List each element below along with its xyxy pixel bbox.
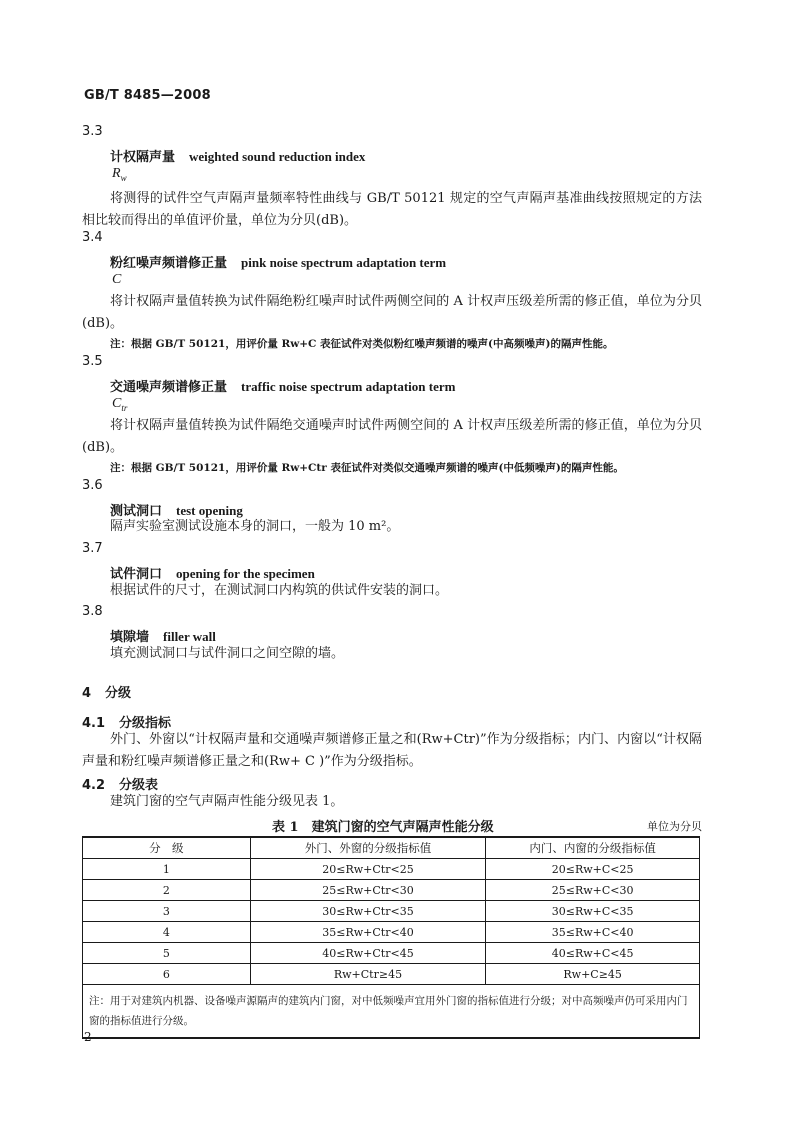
- interior-value-cell: 40≤Rw+C<45: [486, 943, 700, 964]
- subsection-text: 建筑门窗的空气声隔声性能分级见表 1。: [110, 794, 344, 809]
- interior-value-cell: 25≤Rw+C<30: [486, 880, 700, 901]
- table-caption: 表 1 建筑门窗的空气声隔声性能分级: [272, 820, 494, 835]
- table-row: [83, 901, 700, 922]
- table-row: [83, 922, 700, 943]
- clause-number: 3.5: [82, 354, 103, 369]
- subsection-heading: 4.1 分级指标: [82, 716, 172, 731]
- interior-value-cell: Rw+C≥45: [486, 964, 700, 985]
- term-definition: 将计权隔声量值转换为试件隔绝交通噪声时试件两侧空间的 A 计权声压级差所需的修正值，单位为分贝(dB)。: [82, 418, 702, 455]
- grade-cell: 4: [83, 922, 251, 943]
- term-note: 注：根据 GB/T 50121，用评价量 Rw+Ctr 表征试件对类似交通噪声频谱的噪声(中低频噪声)的隔声性能。: [110, 462, 624, 474]
- term-zh: 测试洞口: [110, 504, 163, 519]
- table-row: [83, 859, 700, 880]
- term-symbol: $C_{tr}$: [112, 396, 128, 413]
- exterior-value-cell: 35≤Rw+Ctr<40: [250, 922, 486, 943]
- grading-table: [82, 836, 700, 1039]
- clause-number: 3.4: [82, 230, 103, 245]
- term-en: pink noise spectrum adaptation term: [241, 255, 447, 270]
- table-note: 注：用于对建筑内机器、设备噪声源隔声的建筑内门窗，对中低频噪声宜用外门窗的指标值进行分级；对中高频噪声仍可采用内门窗的指标值进行分级。: [83, 985, 700, 1039]
- subsection-text: 外门、外窗以“计权隔声量和交通噪声频谱修正量之和(Rw+Ctr)”作为分级指标；内门、内窗以“计权隔声量和粉红噪声频谱修正量之和(Rw+ C )”作为分级指标。: [82, 732, 702, 769]
- exterior-value-cell: 40≤Rw+Ctr<45: [250, 943, 486, 964]
- term-definition: 隔声实验室测试设施本身的洞口，一般为 10 m²。: [110, 519, 400, 534]
- term-en: weighted sound reduction index: [189, 149, 366, 164]
- table-unit: 单位为分贝: [647, 820, 702, 833]
- clause-number: 3.3: [82, 124, 103, 139]
- term-heading: [110, 146, 365, 165]
- table-row: [83, 880, 700, 901]
- exterior-value-cell: 30≤Rw+Ctr<35: [250, 901, 486, 922]
- term-definition: 根据试件的尺寸，在测试洞口内构筑的供试件安装的洞口。: [110, 583, 449, 598]
- table-note-row: [83, 985, 700, 1039]
- page-number: 2: [84, 1030, 92, 1044]
- section-heading: 4 分级: [82, 686, 132, 701]
- term-zh: 交通噪声频谱修正量: [110, 380, 228, 395]
- interior-value-cell: 30≤Rw+C<35: [486, 901, 700, 922]
- table-row: [83, 943, 700, 964]
- clause-number: 3.6: [82, 478, 103, 493]
- exterior-value-cell: 20≤Rw+Ctr<25: [250, 859, 486, 880]
- term-symbol: $R_w$: [112, 166, 127, 183]
- term-zh: 填隙墙: [110, 630, 150, 645]
- interior-value-cell: 35≤Rw+C<40: [486, 922, 700, 943]
- grade-cell: 6: [83, 964, 251, 985]
- grade-cell: 2: [83, 880, 251, 901]
- header-grade: 分 级: [83, 837, 251, 859]
- interior-value-cell: 20≤Rw+C<25: [486, 859, 700, 880]
- term-heading: [110, 376, 455, 395]
- term-symbol: C: [112, 272, 122, 287]
- grade-cell: 5: [83, 943, 251, 964]
- term-zh: 计权隔声量: [110, 150, 176, 165]
- term-definition: 填充测试洞口与试件洞口之间空隙的墙。: [110, 646, 345, 661]
- clause-number: 3.7: [82, 541, 103, 556]
- table-header-row: [83, 837, 700, 859]
- term-definition: 将测得的试件空气声隔声量频率特性曲线与 GB/T 50121 规定的空气声隔声基准曲线按照规定的方法相比较而得出的单值评价量，单位为分贝(dB)。: [82, 191, 702, 228]
- term-note: 注：根据 GB/T 50121，用评价量 Rw+C 表征试件对类似粉红噪声频谱的噪声(中高频噪声)的隔声性能。: [110, 338, 614, 350]
- term-zh: 试件洞口: [110, 567, 163, 582]
- term-en: traffic noise spectrum adaptation term: [241, 379, 456, 394]
- subsection-heading: 4.2 分级表: [82, 778, 159, 793]
- exterior-value-cell: 25≤Rw+Ctr<30: [250, 880, 486, 901]
- table-row: [83, 964, 700, 985]
- term-definition: 将计权隔声量值转换为试件隔绝粉红噪声时试件两侧空间的 A 计权声压级差所需的修正值，单位为分贝(dB)。: [82, 294, 702, 331]
- grade-cell: 1: [83, 859, 251, 880]
- term-zh: 粉红噪声频谱修正量: [110, 256, 228, 271]
- term-en: test opening: [176, 503, 243, 518]
- term-en: filler wall: [163, 629, 216, 644]
- header-exterior: 外门、外窗的分级指标值: [250, 837, 486, 859]
- term-en: opening for the specimen: [176, 566, 315, 581]
- header-interior: 内门、内窗的分级指标值: [486, 837, 700, 859]
- document-header: GB/T 8485—2008: [84, 88, 211, 103]
- exterior-value-cell: Rw+Ctr≥45: [250, 964, 486, 985]
- grade-cell: 3: [83, 901, 251, 922]
- term-heading: [110, 252, 446, 271]
- clause-number: 3.8: [82, 604, 103, 619]
